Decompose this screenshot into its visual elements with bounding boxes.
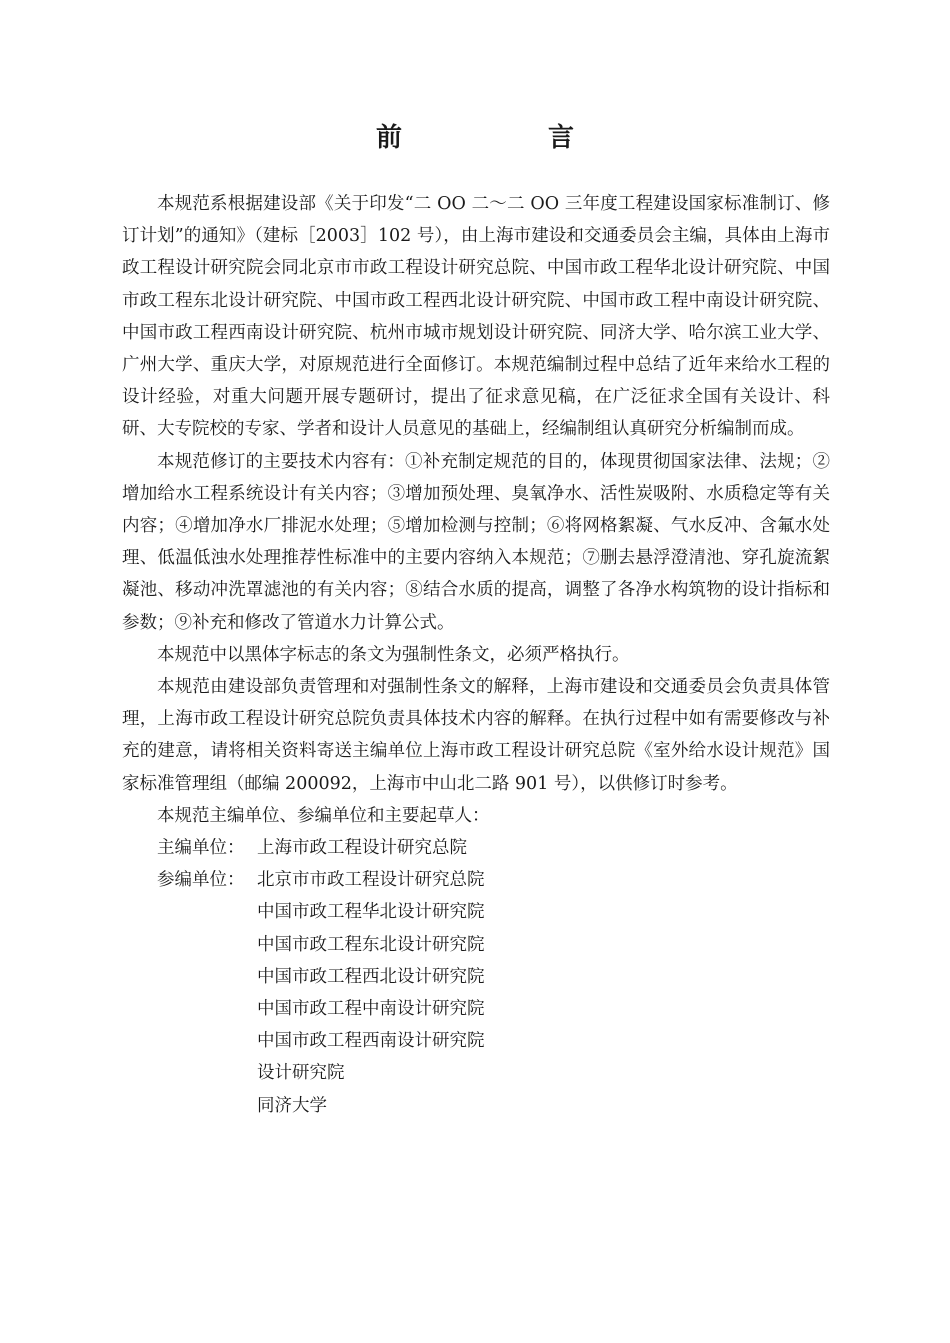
document-body <box>122 188 830 1122</box>
chief-unit-row <box>122 832 830 864</box>
list-item: 中国市政工程华北设计研究院 <box>257 902 485 923</box>
chief-unit-label: 主编单位： <box>157 838 245 859</box>
paragraph-background: 本规范系根据建设部《关于印发“二 OO 二～二 OO 三年度工程建设国家标准制订、修订计划”的通知》（建标［2003］102 号），由上海市建设和交通委员会主编，具体由上海市政工程设计研究院会同北京市市政工程设计研究总院、中国市政工程华北设计研究院、中国市政工程东北设计研究院、中国市政工程西北设计研究院、中国市政工程中南设计研究院、中国市政工程西南设计研究院、杭州市城市规划设计研究院、同济大学、哈尔滨工业大学、广州大学、重庆大学，对原规范进行全面修订。本规范编制过程中总结了近年来给水工程的设计经验，对重大问题开展专题研讨，提出了征求意见稿，在广泛征求全国有关设计、科研、大专院校的专家、学者和设计人员意见的基础上，经编制组认真研究分析编制而成。 <box>122 194 830 440</box>
list-item: 同济大学 <box>257 1095 327 1116</box>
participating-units-row <box>122 864 830 1122</box>
participating-units-label: 参编单位： <box>157 870 245 891</box>
list-item: 中国市政工程中南设计研究院 <box>257 999 485 1020</box>
paragraph-management: 本规范由建设部负责管理和对强制性条文的解释，上海市建设和交通委员会负责具体管理，上海市政工程设计研究总院负责具体技术内容的解释。在执行过程中如有需要修改与补充的建意，请将相关资料寄送主编单位上海市政工程设计研究总院《室外给水设计规范》国家标准管理组（邮编 200092，上海市中山北二路 901 号），以供修订时参考。 <box>122 677 830 794</box>
paragraph-units-intro: 本规范主编单位、参编单位和主要起草人： <box>157 805 490 826</box>
list-item: 中国市政工程西南设计研究院 <box>257 1031 485 1052</box>
list-item: 设计研究院 <box>257 1063 345 1084</box>
list-item: 中国市政工程西北设计研究院 <box>257 966 485 987</box>
paragraph-mandatory-clauses: 本规范中以黑体字标志的条文为强制性条文，必须严格执行。 <box>157 644 630 665</box>
list-item: 北京市市政工程设计研究总院 <box>257 870 485 891</box>
list-item: 中国市政工程东北设计研究院 <box>257 934 485 955</box>
chief-unit-name: 上海市政工程设计研究总院 <box>257 838 467 859</box>
participating-units-list <box>257 864 485 1122</box>
paragraph-technical-content: 本规范修订的主要技术内容有：①补充制定规范的目的，体现贯彻国家法律、法规；②增加给水工程系统设计有关内容；③增加预处理、臭氧净水、活性炭吸附、水质稳定等有关内容；④增加净水厂排泥水处理；⑤增加检测与控制；⑥将网格絮凝、气水反冲、含氟水处理、低温低浊水处理推荐性标准中的主要内容纳入本规范；⑦删去悬浮澄清池、穿孔旋流絮凝池、移动冲洗罩滤池的有关内容；⑧结合水质的提高，调整了各净水构筑物的设计指标和参数；⑨补充和修改了管道水力计算公式。 <box>122 451 830 633</box>
page-title: 前 言 <box>375 123 634 153</box>
